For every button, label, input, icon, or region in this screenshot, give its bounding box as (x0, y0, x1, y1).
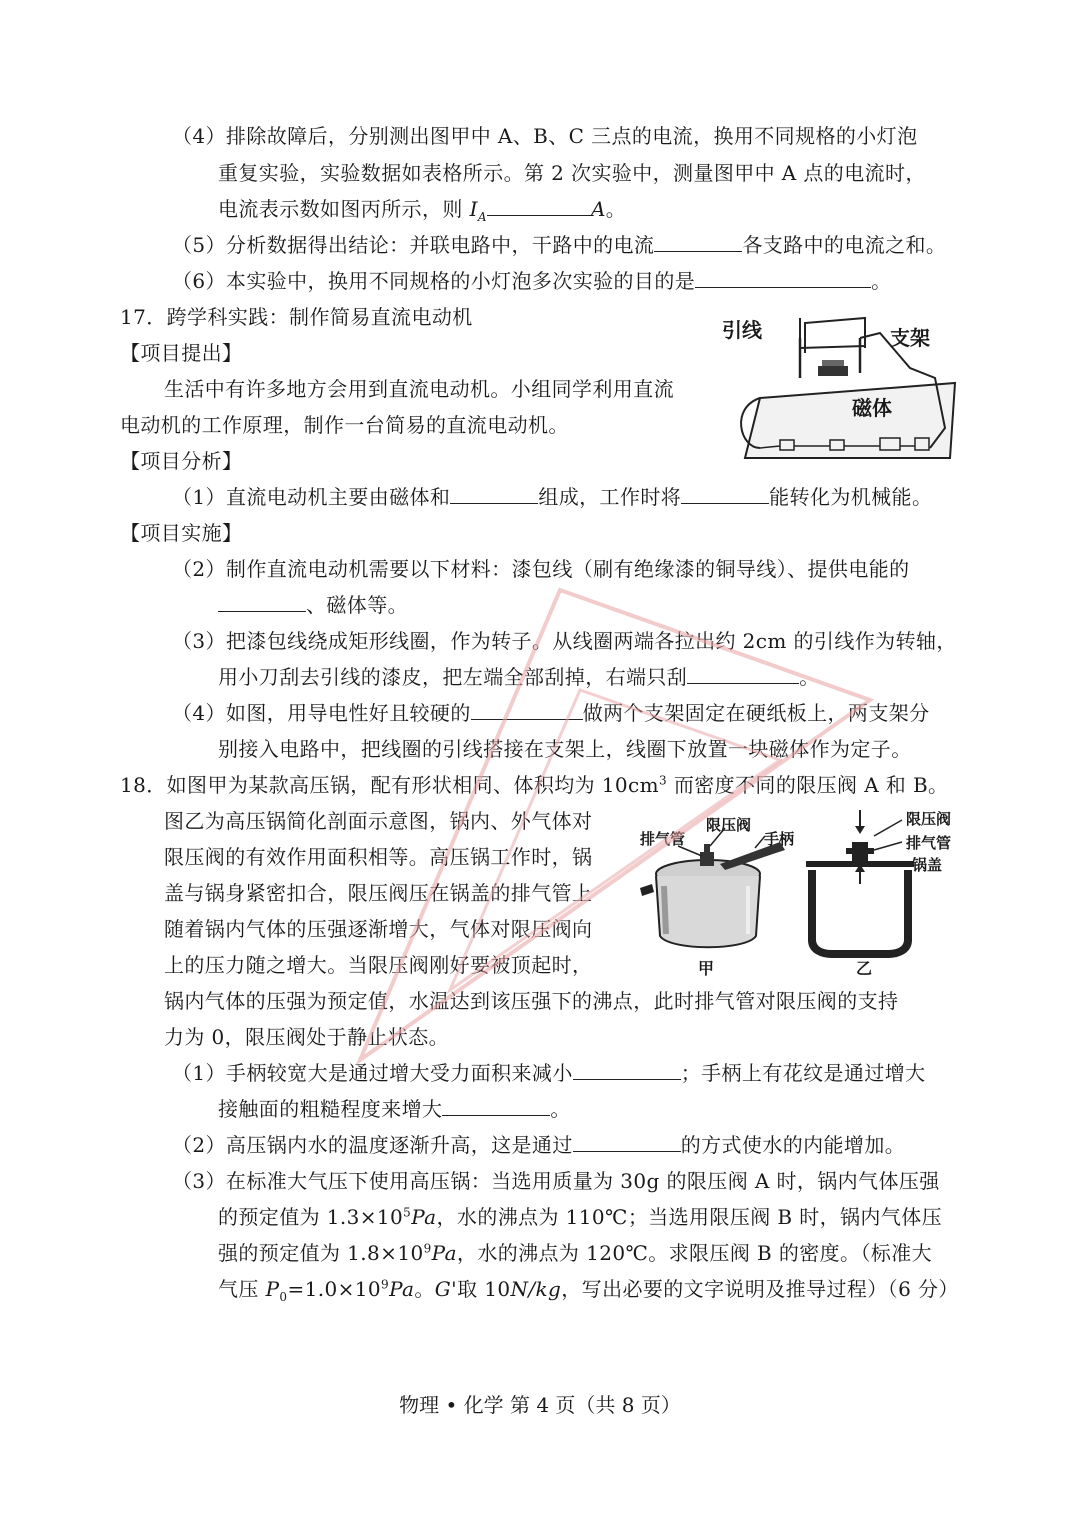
q17-intro-line2: 电动机的工作原理，制作一台简易的直流电动机。 (120, 413, 569, 437)
q18-part3-line2: 的预定值为 $1.3\times 10^5Pa$，水的沸点为 110℃；当选用限压阀 B 时，锅内气体压 (218, 1205, 943, 1229)
q18-part1-line1: （1）手柄较宽大是通过增大受力面积来减小 ；手柄上有花纹是通过增大 (172, 1055, 926, 1091)
label-pressure-valve: 限压阀 (706, 816, 752, 834)
q16-part4-line1: （4）排除故障后，分别测出图甲中 A、B、C 三点的电流，换用不同规格的小灯泡 (172, 124, 918, 148)
q17-section-implementation: 【项目实施】 (120, 521, 243, 545)
label-fig-yi: 乙 (856, 959, 873, 978)
q17-title: 17．跨学科实践：制作简易直流电动机 (120, 305, 473, 329)
q18-part3-line1: （3）在标准大气压下使用高压锅：当选用质量为 30g 的限压阀 A 时，锅内气体压强 (172, 1169, 940, 1193)
label-lead: 引线 (722, 318, 762, 342)
answer-blank[interactable] (471, 697, 583, 720)
q18-line8: 力为 0，限压阀处于静止状态。 (164, 1025, 450, 1049)
label-bracket: 支架 (890, 326, 930, 350)
page-footer: 物理 • 化学 第 4 页（共 8 页） (399, 1393, 681, 1417)
answer-blank[interactable] (573, 1129, 681, 1152)
q17-intro-line1: 生活中有许多地方会用到直流电动机。小组同学利用直流 (164, 377, 674, 401)
label-pressure-valve-2: 限压阀 (906, 810, 952, 828)
q18-part2: （2）高压锅内水的温度逐渐升高，这是通过 的方式使水的内能增加。 (172, 1127, 905, 1163)
q18-line2: 图乙为高压锅简化剖面示意图，锅内、外气体对 (164, 809, 593, 833)
q17-part1: （1）直流电动机主要由磁体和 组成，工作时将 能转化为机械能。 (172, 479, 932, 515)
label-fig-jia: 甲 (698, 959, 715, 978)
answer-blank[interactable] (442, 1093, 550, 1116)
answer-blank[interactable] (695, 265, 871, 288)
answer-blank[interactable] (450, 481, 538, 504)
q17-part4-line1: （4）如图，用导电性好且较硬的 做两个支架固定在硬纸板上，两支架分 (172, 695, 930, 731)
q18-line4: 盖与锅身紧密扣合，限压阀压在锅盖的排气管上 (164, 881, 593, 905)
answer-blank[interactable] (487, 193, 591, 216)
q18-line6: 上的压力随之增大。当限压阀刚好要被顶起时， (164, 953, 593, 977)
answer-blank[interactable] (654, 229, 742, 252)
motor-figure (720, 308, 960, 468)
q18-line5: 随着锅内气体的压强逐渐增大，气体对限压阀向 (164, 917, 593, 941)
answer-blank[interactable] (218, 589, 306, 612)
q17-part2-line2: 、磁体等。 (218, 587, 408, 623)
q17-part2-line1: （2）制作直流电动机需要以下材料：漆包线（刷有绝缘漆的铜导线）、提供电能的 (172, 557, 910, 581)
q18-part3-line4: 气压 $P_0=1.0\times 10^9Pa$。G'取 10N/kg，写出必要的文字说明及推导过程）（6 分） (218, 1277, 959, 1304)
q17-section-analysis: 【项目分析】 (120, 449, 243, 473)
label-lid: 锅盖 (912, 856, 943, 874)
label-handle: 手柄 (764, 830, 795, 848)
q18-part3-line3: 强的预定值为 $1.8\times 10^9Pa$，水的沸点为 120℃。求限压阀 B 的密度。（标准大 (218, 1241, 933, 1265)
label-magnet: 磁体 (852, 396, 892, 420)
q16-part4-line2: 重复实验，实验数据如表格所示。第 2 次实验中，测量图甲中 A 点的电流时， (218, 161, 926, 185)
q16-part4-line3: 电流表示数如图丙所示，则 $I_A$ A。 (218, 191, 626, 227)
q17-part3-line2: 用小刀刮去引线的漆皮，把左端全部刮掉，右端只刮 。 (218, 659, 820, 695)
q16-part6: （6）本实验中，换用不同规格的小灯泡多次实验的目的是 。 (172, 263, 892, 299)
q17-part3-line1: （3）把漆包线绕成矩形线圈，作为转子。从线圈两端各拉出约 2cm 的引线作为转轴， (172, 629, 957, 653)
answer-blank[interactable] (573, 1057, 681, 1080)
q16-part5: （5）分析数据得出结论：并联电路中，干路中的电流 各支路中的电流之和。 (172, 227, 946, 263)
q17-part4-line2: 别接入电路中，把线圈的引线搭接在支架上，线圈下放置一块磁体作为定子。 (218, 737, 912, 761)
q18-line7: 锅内气体的压强为预定值，水温达到该压强下的沸点，此时排气管对限压阀的支持 (164, 989, 899, 1013)
q18-part1-line2: 接触面的粗糙程度来增大 。 (218, 1091, 571, 1127)
label-exhaust-pipe-2: 排气管 (906, 834, 952, 852)
q18-line3: 限压阀的有效作用面积相等。高压锅工作时，锅 (164, 845, 593, 869)
q17-section-proposal: 【项目提出】 (120, 341, 243, 365)
answer-blank[interactable] (681, 481, 769, 504)
q18-line1: 18．如图甲为某款高压锅，配有形状相同、体积均为 $10cm^3$ 而密度不同的限压阀 A 和 B。 (120, 773, 949, 797)
answer-blank[interactable] (687, 661, 799, 684)
label-exhaust-pipe: 排气管 (640, 830, 686, 848)
pressure-cooker-figure (630, 806, 960, 978)
